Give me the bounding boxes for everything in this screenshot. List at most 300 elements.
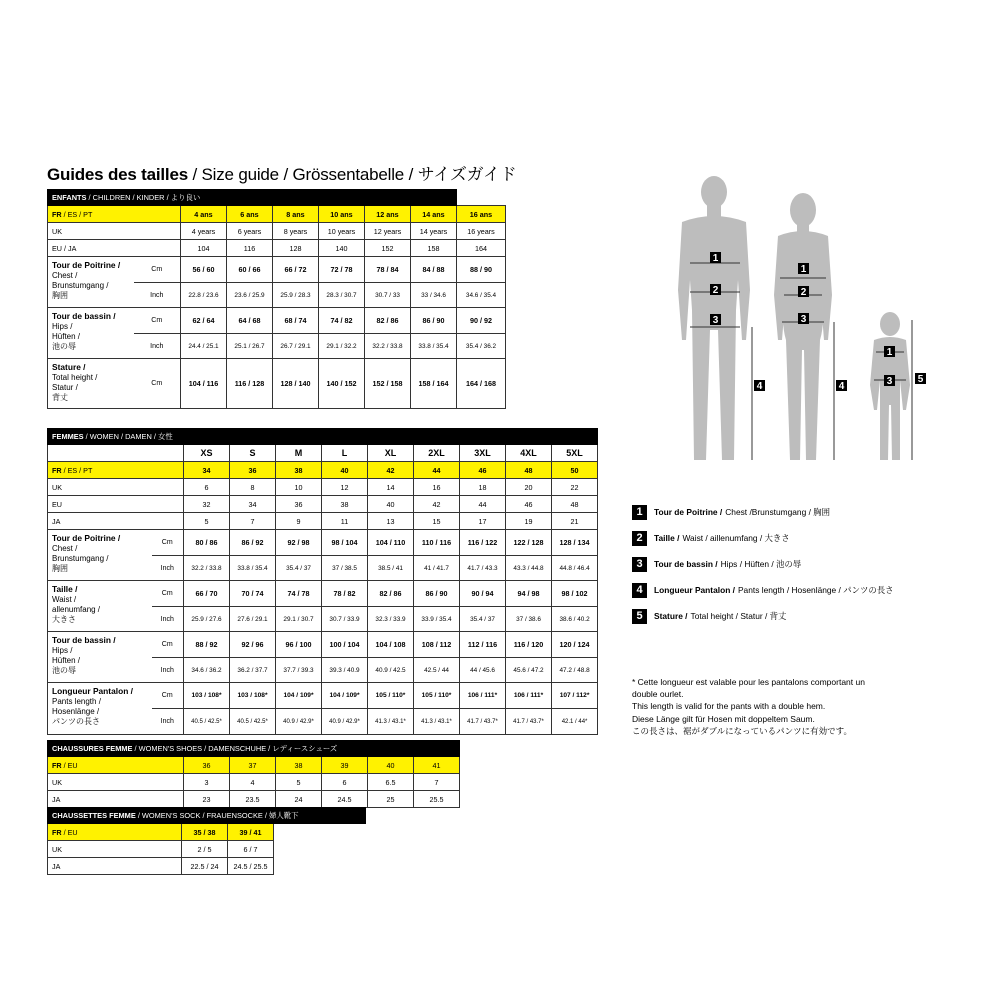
title-rest: / Size guide / Grössentabelle / サイズガイド (187, 165, 517, 184)
shoes-header-rest: / WOMEN'S SHOES / DAMENSCHUHE / レディースシューズ (132, 744, 338, 753)
cell: 26.7 / 29.1 (273, 334, 319, 359)
children-row-uk (48, 223, 506, 240)
cell: 106 / 111* (460, 683, 506, 709)
cell: 74 / 78 (276, 581, 322, 607)
legend-number: 2 (632, 531, 647, 546)
socks-header-bold: CHAUSSETTES FEMME (52, 811, 136, 820)
cell: 110 / 116 (414, 530, 460, 556)
cell: 6.5 (368, 774, 414, 791)
cell: 28.3 / 30.7 (319, 283, 365, 308)
legend-title: Tour de bassin / (654, 559, 718, 569)
women-length-cm-row (48, 683, 598, 709)
cell: 3 (184, 774, 230, 791)
cell: 24.5 (322, 791, 368, 808)
unit-inch: Inch (152, 658, 184, 683)
cell: 72 / 78 (319, 257, 365, 283)
women-header-bold: FEMMES (52, 432, 84, 441)
woman-silhouette (774, 193, 832, 460)
body-measurement-figures (660, 170, 950, 470)
cell: 14 years (411, 223, 457, 240)
size-label: XL (368, 445, 414, 462)
cell: 10 ans (319, 206, 365, 223)
row-label: FR / ES / PT (48, 206, 181, 223)
double-hem-note (632, 676, 952, 737)
cell: 107 / 112* (552, 683, 598, 709)
cell: 39.3 / 40.9 (322, 658, 368, 683)
measure-label: Longueur Pantalon / Pants length / Hosenlänge / パンツの長さ (48, 683, 152, 735)
legend-text: Chest /Brunstumgang / 胸囲 (725, 507, 830, 517)
cell: 41.3 / 43.1* (414, 709, 460, 735)
cell: 103 / 108* (184, 683, 230, 709)
shoes-row-fr (48, 757, 460, 774)
legend-title: Taille / (654, 533, 680, 543)
cell: 158 / 164 (411, 359, 457, 409)
cell: 12 (322, 479, 368, 496)
cell: 116 (227, 240, 273, 257)
cell: 41 (414, 757, 460, 774)
cell: 14 ans (411, 206, 457, 223)
cell: 46 (460, 462, 506, 479)
unit-inch: Inch (134, 334, 181, 359)
socks-header (48, 808, 366, 824)
cell: 25.9 / 27.6 (184, 607, 230, 632)
cell: 104 / 116 (181, 359, 227, 409)
cell: 29.1 / 30.7 (276, 607, 322, 632)
title-bold: Guides des tailles (47, 165, 188, 184)
children-chest-cm-row (48, 257, 506, 283)
shoes-header (48, 741, 460, 757)
note-en: This length is valid for the pants with a double hem. (632, 701, 826, 712)
cell: 8 (230, 479, 276, 496)
cell: 152 / 158 (365, 359, 411, 409)
cell: 22 (552, 479, 598, 496)
cell: 90 / 94 (460, 581, 506, 607)
legend-item (632, 551, 893, 577)
women-header (48, 429, 598, 445)
cell: 34 (230, 496, 276, 513)
marker-4: 4 (756, 381, 763, 392)
row-label: EU (48, 496, 184, 513)
cell: 104 (181, 240, 227, 257)
cell: 48 (506, 462, 552, 479)
cell: 10 (276, 479, 322, 496)
size-label: 4XL (506, 445, 552, 462)
note-fr-line2: double ourlet. (632, 689, 684, 700)
unit-cm: Cm (152, 530, 184, 556)
cell: 40 (368, 496, 414, 513)
cell: 32.3 / 33.9 (368, 607, 414, 632)
cell: 18 (460, 479, 506, 496)
cell: 22.8 / 23.6 (181, 283, 227, 308)
cell: 64 / 68 (227, 308, 273, 334)
cell: 62 / 64 (181, 308, 227, 334)
size-label: S (230, 445, 276, 462)
legend-number: 5 (632, 609, 647, 624)
cell: 40.9 / 42.9* (322, 709, 368, 735)
unit-inch: Inch (152, 607, 184, 632)
marker-3: 3 (712, 315, 719, 326)
cell: 78 / 84 (365, 257, 411, 283)
row-label: FR / EU (48, 757, 184, 774)
cell: 104 / 108 (368, 632, 414, 658)
cell: 33.8 / 35.4 (230, 556, 276, 581)
cell: 36 (230, 462, 276, 479)
measure-label: Tour de Poitrine / Chest / Brunstumgang / 胸囲 (48, 257, 134, 308)
size-label: 2XL (414, 445, 460, 462)
cell: 33 / 34.6 (411, 283, 457, 308)
cell: 33.8 / 35.4 (411, 334, 457, 359)
women-row-uk (48, 479, 598, 496)
children-size-table (47, 189, 506, 409)
cell: 13 (368, 513, 414, 530)
cell: 23.6 / 25.9 (227, 283, 273, 308)
cell: 39 / 41 (228, 824, 274, 841)
cell: 140 (319, 240, 365, 257)
cell: 24.4 / 25.1 (181, 334, 227, 359)
legend-title: Stature / (654, 611, 688, 621)
women-row-fr (48, 462, 598, 479)
cell: 40 (322, 462, 368, 479)
cell: 105 / 110* (368, 683, 414, 709)
cell: 94 / 98 (506, 581, 552, 607)
unit-cm: Cm (134, 257, 181, 283)
cell: 41.7 / 43.7* (460, 709, 506, 735)
cell: 122 / 128 (506, 530, 552, 556)
cell: 152 (365, 240, 411, 257)
cell: 25 (368, 791, 414, 808)
women-chest-cm-row (48, 530, 598, 556)
row-label: EU / JA (48, 240, 181, 257)
measure-legend (632, 499, 893, 629)
cell: 60 / 66 (227, 257, 273, 283)
cell: 16 ans (457, 206, 506, 223)
cell: 37 / 38.6 (506, 607, 552, 632)
cell: 100 / 104 (322, 632, 368, 658)
cell: 41.7 / 43.7* (506, 709, 552, 735)
cell: 128 / 140 (273, 359, 319, 409)
unit-cm: Cm (152, 632, 184, 658)
legend-item (632, 577, 893, 603)
marker-2: 2 (800, 287, 807, 298)
cell: 8 years (273, 223, 319, 240)
unit-cm: Cm (134, 308, 181, 334)
cell: 116 / 122 (460, 530, 506, 556)
cell: 104 / 110 (368, 530, 414, 556)
row-label: UK (48, 774, 184, 791)
cell: 44 / 45.6 (460, 658, 506, 683)
legend-text: Hips / Hüften / 池の辱 (720, 559, 802, 569)
women-size-table (47, 428, 598, 735)
women-hips-cm-row (48, 632, 598, 658)
cell: 164 (457, 240, 506, 257)
unit-inch: Inch (152, 709, 184, 735)
cell: 29.1 / 32.2 (319, 334, 365, 359)
measure-label: Tour de bassin / Hips / Hüften / 池の辱 (48, 632, 152, 683)
cell: 84 / 88 (411, 257, 457, 283)
women-row-eu (48, 496, 598, 513)
cell: 38 (276, 757, 322, 774)
children-stature-row (48, 359, 506, 409)
children-hips-cm-row (48, 308, 506, 334)
cell: 78 / 82 (322, 581, 368, 607)
cell: 38.5 / 41 (368, 556, 414, 581)
cell: 86 / 92 (230, 530, 276, 556)
marker-1: 1 (800, 264, 807, 275)
shoes-row-ja (48, 791, 460, 808)
cell: 11 (322, 513, 368, 530)
cell: 74 / 82 (319, 308, 365, 334)
row-label: JA (48, 513, 184, 530)
cell: 16 years (457, 223, 506, 240)
measure-label: Tour de bassin / Hips / Hüften / 池の辱 (48, 308, 134, 359)
cell: 25.1 / 26.7 (227, 334, 273, 359)
cell: 86 / 90 (411, 308, 457, 334)
cell: 96 / 100 (276, 632, 322, 658)
cell: 25.9 / 28.3 (273, 283, 319, 308)
page-title (47, 160, 517, 185)
cell: 22.5 / 24 (182, 858, 228, 875)
cell: 32.2 / 33.8 (365, 334, 411, 359)
marker-4: 4 (838, 381, 845, 392)
cell: 6 (322, 774, 368, 791)
cell: 4 years (181, 223, 227, 240)
cell: 40.9 / 42.5 (368, 658, 414, 683)
cell: 98 / 104 (322, 530, 368, 556)
cell: 5 (276, 774, 322, 791)
cell: 24.5 / 25.5 (228, 858, 274, 875)
cell: 140 / 152 (319, 359, 365, 409)
legend-text: Pants length / Hosenlänge / パンツの長さ (737, 585, 894, 595)
unit-cm: Cm (152, 683, 184, 709)
measure-label: Stature / Total height / Statur / 背丈 (48, 359, 134, 409)
socks-size-table (47, 807, 366, 875)
marker-2: 2 (712, 285, 719, 296)
cell: 66 / 72 (273, 257, 319, 283)
cell: 6 / 7 (228, 841, 274, 858)
cell: 7 (230, 513, 276, 530)
cell: 12 years (365, 223, 411, 240)
women-waist-cm-row (48, 581, 598, 607)
row-label: JA (48, 858, 182, 875)
note-fr-line1: * Cette longueur est valable pour les pantalons comportant un (632, 677, 865, 687)
cell: 90 / 92 (457, 308, 506, 334)
cell: 6 (184, 479, 230, 496)
women-header-rest: / WOMEN / DAMEN / 女性 (83, 432, 173, 441)
size-label: XS (184, 445, 230, 462)
marker-3: 3 (886, 376, 893, 387)
legend-text: Total height / Statur / 背丈 (690, 611, 787, 621)
legend-text: Waist / aillenumfang / 大きさ (682, 533, 790, 543)
row-label: FR / EU (48, 824, 182, 841)
cell: 41 / 41.7 (414, 556, 460, 581)
cell: 32 (184, 496, 230, 513)
cell: 36 (184, 757, 230, 774)
cell: 21 (552, 513, 598, 530)
cell: 19 (506, 513, 552, 530)
cell: 42.1 / 44* (552, 709, 598, 735)
socks-header-rest: / WOMEN'S SOCK / FRAUENSOCKE / 婦人靴下 (135, 811, 299, 820)
cell: 42.5 / 44 (414, 658, 460, 683)
marker-1: 1 (712, 253, 719, 264)
cell: 38 (322, 496, 368, 513)
cell: 44 (460, 496, 506, 513)
cell: 70 / 74 (230, 581, 276, 607)
cell: 35 / 38 (182, 824, 228, 841)
marker-1: 1 (886, 347, 893, 358)
legend-title: Tour de Poitrine / (654, 507, 723, 517)
cell: 40.5 / 42.5* (184, 709, 230, 735)
cell: 17 (460, 513, 506, 530)
cell: 112 / 116 (460, 632, 506, 658)
cell: 2 / 5 (182, 841, 228, 858)
cell: 43.3 / 44.8 (506, 556, 552, 581)
legend-item (632, 603, 893, 629)
row-label: UK (48, 841, 182, 858)
note-ja: この長さは、裾がダブルになっているパンツに有効です。 (632, 725, 852, 736)
cell: 80 / 86 (184, 530, 230, 556)
row-label: FR / ES / PT (48, 462, 184, 479)
cell: 5 (184, 513, 230, 530)
socks-row-ja (48, 858, 366, 875)
cell: 33.9 / 35.4 (414, 607, 460, 632)
cell: 40.9 / 42.9* (276, 709, 322, 735)
note-de: Diese Länge gilt für Hosen mit doppeltem Saum. (632, 713, 815, 724)
cell: 37 / 38.5 (322, 556, 368, 581)
cell: 106 / 111* (506, 683, 552, 709)
legend-number: 1 (632, 505, 647, 520)
cell: 34 (184, 462, 230, 479)
cell: 23 (184, 791, 230, 808)
row-label: UK (48, 223, 181, 240)
cell: 8 ans (273, 206, 319, 223)
cell: 4 (230, 774, 276, 791)
cell: 7 (414, 774, 460, 791)
cell: 36 (276, 496, 322, 513)
cell: 35.4 / 37 (276, 556, 322, 581)
cell: 37.7 / 39.3 (276, 658, 322, 683)
cell: 38 (276, 462, 322, 479)
cell: 40 (368, 757, 414, 774)
cell: 36.2 / 37.7 (230, 658, 276, 683)
cell: 27.6 / 29.1 (230, 607, 276, 632)
cell: 30.7 / 33.9 (322, 607, 368, 632)
cell: 116 / 128 (227, 359, 273, 409)
row-label: UK (48, 479, 184, 496)
cell: 34.6 / 36.2 (184, 658, 230, 683)
cell: 104 / 109* (322, 683, 368, 709)
cell: 88 / 92 (184, 632, 230, 658)
cell: 6 years (227, 223, 273, 240)
cell: 34.6 / 35.4 (457, 283, 506, 308)
cell: 9 (276, 513, 322, 530)
measure-label: Tour de Poitrine / Chest / Brunstumgang / 胸囲 (48, 530, 152, 581)
cell: 104 / 109* (276, 683, 322, 709)
measure-label: Taille / Waist / allenumfang / 大きさ (48, 581, 152, 632)
cell: 10 years (319, 223, 365, 240)
cell: 82 / 86 (368, 581, 414, 607)
cell: 88 / 90 (457, 257, 506, 283)
legend-number: 4 (632, 583, 647, 598)
cell: 42 (368, 462, 414, 479)
cell: 32.2 / 33.8 (184, 556, 230, 581)
cell: 41.3 / 43.1* (368, 709, 414, 735)
cell: 47.2 / 48.8 (552, 658, 598, 683)
socks-row-uk (48, 841, 366, 858)
unit-cm: Cm (134, 359, 181, 409)
cell: 15 (414, 513, 460, 530)
cell: 103 / 108* (230, 683, 276, 709)
cell: 35.4 / 37 (460, 607, 506, 632)
cell: 92 / 96 (230, 632, 276, 658)
legend-number: 3 (632, 557, 647, 572)
cell: 82 / 86 (365, 308, 411, 334)
cell: 105 / 110* (414, 683, 460, 709)
cell: 44.8 / 46.4 (552, 556, 598, 581)
unit-cm: Cm (152, 581, 184, 607)
cell: 92 / 98 (276, 530, 322, 556)
cell: 45.6 / 47.2 (506, 658, 552, 683)
cell: 68 / 74 (273, 308, 319, 334)
cell: 116 / 120 (506, 632, 552, 658)
cell: 14 (368, 479, 414, 496)
unit-inch: Inch (152, 556, 184, 581)
cell: 6 ans (227, 206, 273, 223)
marker-3: 3 (800, 314, 807, 325)
children-row-fr (48, 206, 506, 223)
socks-row-fr (48, 824, 366, 841)
cell: 158 (411, 240, 457, 257)
size-label: 3XL (460, 445, 506, 462)
shoes-size-table (47, 740, 460, 808)
cell: 42 (414, 496, 460, 513)
cell: 38.6 / 40.2 (552, 607, 598, 632)
cell: 40.5 / 42.5* (230, 709, 276, 735)
cell: 48 (552, 496, 598, 513)
cell: 16 (414, 479, 460, 496)
cell: 20 (506, 479, 552, 496)
cell: 30.7 / 33 (365, 283, 411, 308)
children-header (48, 190, 506, 206)
cell: 164 / 168 (457, 359, 506, 409)
size-label: M (276, 445, 322, 462)
children-row-eu (48, 240, 506, 257)
cell: 35.4 / 36.2 (457, 334, 506, 359)
size-label: L (322, 445, 368, 462)
cell: 39 (322, 757, 368, 774)
cell: 44 (414, 462, 460, 479)
cell: 24 (276, 791, 322, 808)
women-row-ja (48, 513, 598, 530)
women-sizes-row (48, 445, 598, 462)
cell: 56 / 60 (181, 257, 227, 283)
cell: 50 (552, 462, 598, 479)
cell: 12 ans (365, 206, 411, 223)
cell: 128 / 134 (552, 530, 598, 556)
shoes-header-bold: CHAUSSURES FEMME (52, 744, 133, 753)
size-label: 5XL (552, 445, 598, 462)
cell: 120 / 124 (552, 632, 598, 658)
cell: 66 / 70 (184, 581, 230, 607)
cell: 86 / 90 (414, 581, 460, 607)
cell: 128 (273, 240, 319, 257)
cell: 98 / 102 (552, 581, 598, 607)
cell: 4 ans (181, 206, 227, 223)
legend-item (632, 525, 893, 551)
row-label: JA (48, 791, 184, 808)
cell: 37 (230, 757, 276, 774)
cell: 25.5 (414, 791, 460, 808)
unit-inch: Inch (134, 283, 181, 308)
